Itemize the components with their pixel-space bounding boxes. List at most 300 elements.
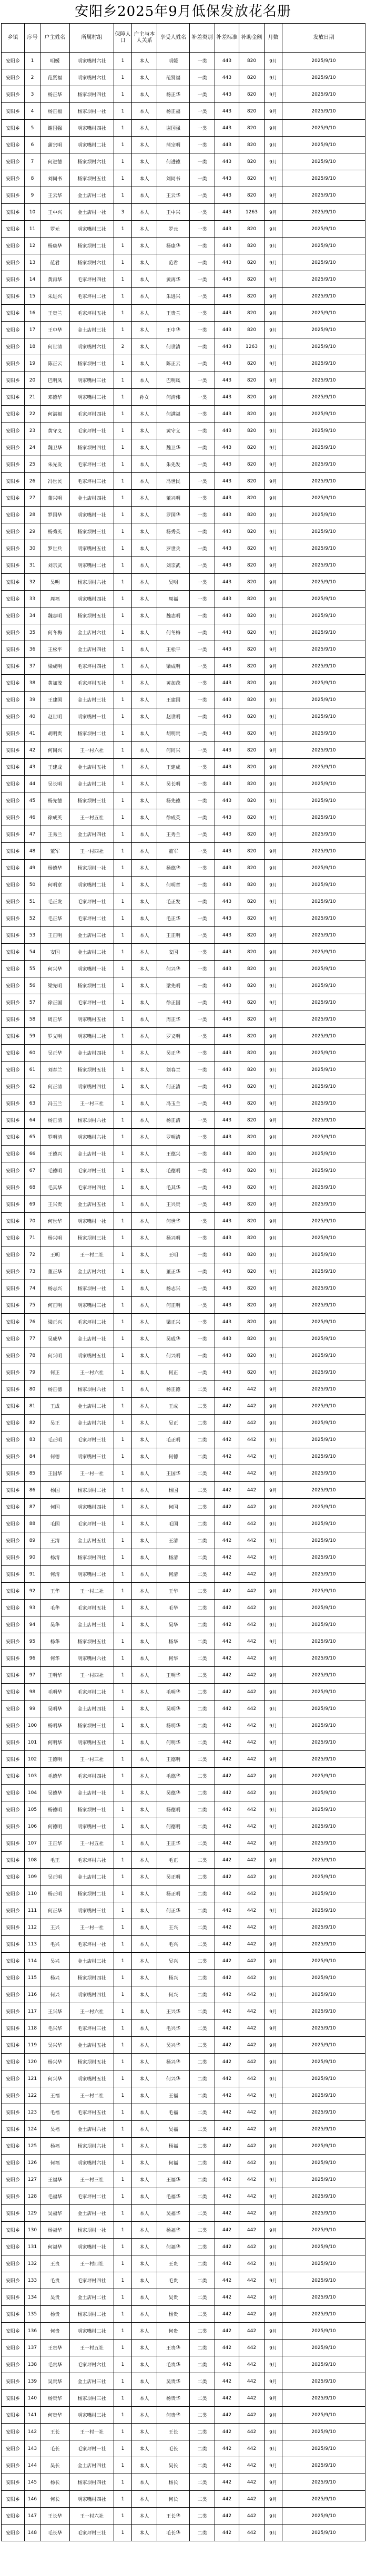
table-cell: 本人 bbox=[132, 675, 157, 692]
table-cell: 吴正 bbox=[157, 1415, 190, 1431]
table-cell: 王秀兰 bbox=[157, 826, 190, 843]
table-cell: 毛家坪村四社 bbox=[70, 1768, 114, 1785]
table-cell: 75 bbox=[25, 1297, 40, 1314]
table-cell: 2025/9/10 bbox=[282, 977, 365, 994]
table-cell: 王建国 bbox=[40, 692, 70, 708]
table-cell: 二类 bbox=[190, 2491, 215, 2508]
table-cell: 杨福华 bbox=[40, 2222, 70, 2239]
table-cell: 820 bbox=[239, 523, 265, 540]
table-cell: 杨志兴 bbox=[40, 1280, 70, 1297]
table-cell: 2025/9/10 bbox=[282, 1516, 365, 1532]
table-cell: 9月 bbox=[265, 1095, 282, 1112]
table-cell: 443 bbox=[215, 843, 239, 860]
table-cell: 二类 bbox=[190, 2390, 215, 2407]
table-cell: 2025/9/10 bbox=[282, 153, 365, 170]
table-cell: 本人 bbox=[132, 776, 157, 792]
table-cell: 本人 bbox=[132, 1230, 157, 1246]
table-cell: 罗明清 bbox=[40, 1129, 70, 1146]
table-cell: 吴明 bbox=[40, 574, 70, 591]
table-cell: 吴正华 bbox=[40, 1045, 70, 1062]
table-cell: 443 bbox=[215, 927, 239, 944]
table-cell: 820 bbox=[239, 591, 265, 607]
table-cell: 安阳乡 bbox=[2, 1801, 25, 1818]
table-row bbox=[2, 658, 365, 675]
table-cell: 820 bbox=[239, 490, 265, 507]
table-cell: 1 bbox=[114, 944, 132, 961]
table-cell: 9月 bbox=[265, 153, 282, 170]
table-cell: 吴德华 bbox=[157, 1785, 190, 1801]
table-cell: 443 bbox=[215, 607, 239, 624]
table-cell: 杨家坝村二社 bbox=[70, 238, 114, 254]
table-cell: 本人 bbox=[132, 439, 157, 456]
table-cell: 2025/9/10 bbox=[282, 2104, 365, 2121]
table-row bbox=[2, 1650, 365, 1667]
table-cell: 820 bbox=[239, 153, 265, 170]
table-cell: 魏卫华 bbox=[40, 439, 70, 456]
table-row bbox=[2, 1179, 365, 1196]
table-cell: 1 bbox=[114, 776, 132, 792]
table-cell: 9月 bbox=[265, 540, 282, 557]
table-cell: 2025/9/10 bbox=[282, 1953, 365, 1970]
table-cell: 安阳乡 bbox=[2, 759, 25, 776]
table-row bbox=[2, 1549, 365, 1566]
table-cell: 9月 bbox=[265, 1566, 282, 1583]
table-cell: 王一村一社 bbox=[70, 1919, 114, 1936]
table-cell: 2025/9/10 bbox=[282, 759, 365, 776]
table-cell: 2025/9/10 bbox=[282, 2037, 365, 2054]
table-cell: 1 bbox=[114, 1852, 132, 1869]
table-cell: 一类 bbox=[190, 977, 215, 994]
table-cell: 9月 bbox=[265, 1633, 282, 1650]
table-cell: 本人 bbox=[132, 860, 157, 877]
table-cell: 1 bbox=[114, 1902, 132, 1919]
table-cell: 1 bbox=[114, 305, 132, 322]
table-cell: 2025/9/10 bbox=[282, 86, 365, 103]
table-cell: 本人 bbox=[132, 2255, 157, 2272]
table-row bbox=[2, 2474, 365, 2491]
table-cell: 2025/9/10 bbox=[282, 725, 365, 742]
table-cell: 杨家坝村五社 bbox=[70, 1633, 114, 1650]
table-cell: 2025/9/10 bbox=[282, 1751, 365, 1768]
table-row bbox=[2, 1734, 365, 1751]
table-cell: 42 bbox=[25, 742, 40, 759]
table-cell: 一类 bbox=[190, 624, 215, 641]
table-cell: 朱进兴 bbox=[40, 288, 70, 305]
table-cell: 1 bbox=[114, 1885, 132, 1902]
table-cell: 一类 bbox=[190, 860, 215, 877]
table-row bbox=[2, 1045, 365, 1062]
table-cell: 1 bbox=[114, 1499, 132, 1516]
table-cell: 一类 bbox=[190, 1078, 215, 1095]
table-cell: 金土店村二社 bbox=[70, 776, 114, 792]
column-header: 补助金额 bbox=[239, 24, 265, 53]
table-cell: 毛正明 bbox=[157, 1431, 190, 1448]
table-cell: 9月 bbox=[265, 792, 282, 809]
table-cell: 何正 bbox=[40, 1364, 70, 1381]
table-cell: 梁成明 bbox=[157, 658, 190, 675]
table-cell: 81 bbox=[25, 1398, 40, 1415]
table-cell: 本人 bbox=[132, 53, 157, 69]
table-cell: 2025/9/10 bbox=[282, 1852, 365, 1869]
table-cell: 2025/9/10 bbox=[282, 1684, 365, 1701]
table-cell: 443 bbox=[215, 1146, 239, 1162]
table-cell: 442 bbox=[239, 1431, 265, 1448]
table-cell: 1 bbox=[114, 843, 132, 860]
table-cell: 2025/9/10 bbox=[282, 1633, 365, 1650]
table-cell: 85 bbox=[25, 1465, 40, 1482]
table-cell: 32 bbox=[25, 574, 40, 591]
table-cell: 29 bbox=[25, 523, 40, 540]
table-cell: 1 bbox=[114, 1583, 132, 1600]
table-cell: 1 bbox=[114, 1028, 132, 1045]
table-row bbox=[2, 1280, 365, 1297]
table-cell: 820 bbox=[239, 1230, 265, 1246]
table-cell: 安阳乡 bbox=[2, 742, 25, 759]
table-cell: 一类 bbox=[190, 776, 215, 792]
table-cell: 51 bbox=[25, 893, 40, 910]
table-cell: 2025/9/10 bbox=[282, 1616, 365, 1633]
table-cell: 毛家坪村三社 bbox=[70, 473, 114, 490]
table-cell: 1 bbox=[114, 2239, 132, 2255]
table-row bbox=[2, 1448, 365, 1465]
table-cell: 443 bbox=[215, 439, 239, 456]
table-cell: 金土店村六社 bbox=[70, 1263, 114, 1280]
table-cell: 443 bbox=[215, 574, 239, 591]
table-cell: 二类 bbox=[190, 2340, 215, 2356]
table-cell: 442 bbox=[239, 2491, 265, 2508]
table-row bbox=[2, 423, 365, 439]
table-cell: 442 bbox=[215, 2457, 239, 2474]
table-cell: 安阳乡 bbox=[2, 490, 25, 507]
table-cell: 谢国强 bbox=[40, 120, 70, 137]
table-cell: 820 bbox=[239, 1246, 265, 1263]
table-cell: 吴华 bbox=[40, 1616, 70, 1633]
table-cell: 2025/9/10 bbox=[282, 2457, 365, 2474]
table-cell: 二类 bbox=[190, 1869, 215, 1885]
column-header: 户主姓名 bbox=[40, 24, 70, 53]
table-cell: 刘同书 bbox=[157, 170, 190, 187]
table-cell: 9月 bbox=[265, 1398, 282, 1415]
table-cell: 442 bbox=[239, 1818, 265, 1835]
table-cell: 1 bbox=[114, 607, 132, 624]
table-cell: 442 bbox=[215, 1751, 239, 1768]
table-cell: 一类 bbox=[190, 137, 215, 153]
table-cell: 安阳乡 bbox=[2, 2407, 25, 2424]
table-cell: 吴明华 bbox=[40, 1701, 70, 1717]
table-cell: 王兴贵 bbox=[157, 1196, 190, 1213]
table-cell: 二类 bbox=[190, 2474, 215, 2491]
table-cell: 31 bbox=[25, 557, 40, 574]
table-cell: 820 bbox=[239, 1364, 265, 1381]
table-cell: 9月 bbox=[265, 170, 282, 187]
table-cell: 442 bbox=[215, 1970, 239, 1986]
table-cell: 442 bbox=[239, 1785, 265, 1801]
table-cell: 9月 bbox=[265, 473, 282, 490]
table-cell: 本人 bbox=[132, 1398, 157, 1415]
table-cell: 王建国 bbox=[157, 692, 190, 708]
table-cell: 1 bbox=[114, 2289, 132, 2306]
table-row bbox=[2, 1364, 365, 1381]
table-cell: 安阳乡 bbox=[2, 574, 25, 591]
table-cell: 毛家坪村一社 bbox=[70, 994, 114, 1011]
table-cell: 金土店村四社 bbox=[70, 641, 114, 658]
table-cell: 一类 bbox=[190, 1196, 215, 1213]
table-cell: 本人 bbox=[132, 271, 157, 288]
table-cell: 毛国 bbox=[157, 1516, 190, 1532]
table-cell: 121 bbox=[25, 2070, 40, 2087]
table-cell: 一类 bbox=[190, 961, 215, 977]
table-cell: 2025/9/10 bbox=[282, 1364, 365, 1381]
table-cell: 安阳乡 bbox=[2, 187, 25, 204]
table-cell: 一类 bbox=[190, 439, 215, 456]
table-cell: 9月 bbox=[265, 120, 282, 137]
table-cell: 1 bbox=[114, 271, 132, 288]
table-cell: 9月 bbox=[265, 439, 282, 456]
table-cell: 本人 bbox=[132, 2508, 157, 2525]
table-cell: 罗国华 bbox=[157, 507, 190, 523]
table-cell: 2025/9/10 bbox=[282, 1062, 365, 1078]
table-cell: 19 bbox=[25, 355, 40, 372]
table-cell: 二类 bbox=[190, 2508, 215, 2525]
table-cell: 820 bbox=[239, 826, 265, 843]
table-cell: 442 bbox=[215, 2121, 239, 2138]
table-cell: 21 bbox=[25, 389, 40, 406]
table-cell: 2025/9/10 bbox=[282, 540, 365, 557]
table-cell: 何兴华 bbox=[40, 2070, 70, 2087]
table-cell: 1 bbox=[114, 1785, 132, 1801]
table-cell: 2025/9/10 bbox=[282, 1667, 365, 1684]
table-cell: 明家嘴村六社 bbox=[70, 69, 114, 86]
table-cell: 61 bbox=[25, 1062, 40, 1078]
table-row bbox=[2, 1011, 365, 1028]
table-cell: 安阳乡 bbox=[2, 1768, 25, 1785]
table-cell: 明家嘴村五社 bbox=[70, 2070, 114, 2087]
table-cell: 9月 bbox=[265, 994, 282, 1011]
table-cell: 9月 bbox=[265, 1835, 282, 1852]
table-cell: 1 bbox=[114, 2407, 132, 2424]
table-cell: 何清 bbox=[40, 1566, 70, 1583]
table-cell: 2025/9/10 bbox=[282, 1583, 365, 1600]
table-cell: 何兴华 bbox=[40, 961, 70, 977]
table-cell: 何正明 bbox=[157, 1297, 190, 1314]
table-cell: 王一村二社 bbox=[70, 1583, 114, 1600]
table-cell: 安阳乡 bbox=[2, 1045, 25, 1062]
table-cell: 安阳乡 bbox=[2, 2037, 25, 2054]
table-cell: 何明章 bbox=[40, 877, 70, 893]
table-cell: 二类 bbox=[190, 2003, 215, 2020]
table-cell: 何兴华 bbox=[157, 2070, 190, 2087]
table-cell: 442 bbox=[215, 1919, 239, 1936]
table-cell: 杨家坝村三社 bbox=[70, 523, 114, 540]
table-cell: 820 bbox=[239, 944, 265, 961]
table-cell: 9月 bbox=[265, 708, 282, 725]
table-cell: 1 bbox=[114, 2188, 132, 2205]
table-cell: 2025/9/10 bbox=[282, 69, 365, 86]
table-cell: 杨兴 bbox=[157, 1970, 190, 1986]
table-cell: 2025/9/10 bbox=[282, 1095, 365, 1112]
table-cell: 二类 bbox=[190, 1583, 215, 1600]
table-cell: 王一村六社 bbox=[70, 2508, 114, 2525]
table-cell: 安阳乡 bbox=[2, 1162, 25, 1179]
table-cell: 2025/9/10 bbox=[282, 1701, 365, 1717]
table-cell: 王长 bbox=[157, 2424, 190, 2440]
table-cell: 9月 bbox=[265, 2323, 282, 2340]
table-cell: 二类 bbox=[190, 1751, 215, 1768]
table-cell: 二类 bbox=[190, 1801, 215, 1818]
table-cell: 1 bbox=[114, 1415, 132, 1431]
table-cell: 9月 bbox=[265, 2037, 282, 2054]
table-cell: 本人 bbox=[132, 1616, 157, 1633]
table-cell: 1 bbox=[114, 254, 132, 271]
table-cell: 108 bbox=[25, 1852, 40, 1869]
table-cell: 1 bbox=[114, 1314, 132, 1331]
table-cell: 安阳乡 bbox=[2, 1398, 25, 1415]
table-cell: 范贤福 bbox=[40, 69, 70, 86]
table-cell: 9月 bbox=[265, 456, 282, 473]
table-cell: 2025/9/10 bbox=[282, 254, 365, 271]
table-cell: 明家嘴村一社 bbox=[70, 961, 114, 977]
table-cell: 443 bbox=[215, 977, 239, 994]
table-cell: 35 bbox=[25, 624, 40, 641]
table-cell: 毛正 bbox=[157, 1852, 190, 1869]
column-header: 户主与本人关系 bbox=[132, 24, 157, 53]
table-cell: 442 bbox=[239, 1835, 265, 1852]
table-cell: 1 bbox=[114, 1482, 132, 1499]
table-row bbox=[2, 1213, 365, 1230]
table-cell: 明家嘴村四社 bbox=[70, 120, 114, 137]
table-cell: 罗世兵 bbox=[40, 540, 70, 557]
table-cell: 金土店村二社 bbox=[70, 187, 114, 204]
table-cell: 443 bbox=[215, 103, 239, 120]
table-cell: 9月 bbox=[265, 2222, 282, 2239]
table-cell: 安阳乡 bbox=[2, 792, 25, 809]
table-cell: 1 bbox=[114, 1347, 132, 1364]
table-cell: 杨贵华 bbox=[157, 2390, 190, 2407]
table-cell: 毛兴 bbox=[40, 1936, 70, 1953]
table-cell: 9月 bbox=[265, 742, 282, 759]
table-row bbox=[2, 2070, 365, 2087]
table-cell: 443 bbox=[215, 624, 239, 641]
table-cell: 130 bbox=[25, 2222, 40, 2239]
table-cell: 1 bbox=[114, 2424, 132, 2440]
table-cell: 王国华 bbox=[157, 1465, 190, 1482]
table-cell: 本人 bbox=[132, 372, 157, 389]
table-cell: 9月 bbox=[265, 1902, 282, 1919]
table-cell: 安阳乡 bbox=[2, 1179, 25, 1196]
table-cell: 1 bbox=[114, 2356, 132, 2373]
table-cell: 9月 bbox=[265, 2491, 282, 2508]
table-cell: 1 bbox=[114, 2491, 132, 2508]
table-cell: 吴成华 bbox=[40, 1331, 70, 1347]
table-cell: 安阳乡 bbox=[2, 994, 25, 1011]
table-cell: 王松平 bbox=[40, 641, 70, 658]
table-cell: 王贵华 bbox=[157, 2340, 190, 2356]
table-cell: 443 bbox=[215, 1246, 239, 1263]
table-cell: 1 bbox=[114, 2171, 132, 2188]
table-cell: 吴兴 bbox=[40, 1953, 70, 1970]
table-cell: 一类 bbox=[190, 187, 215, 204]
table-cell: 安阳乡 bbox=[2, 1213, 25, 1230]
table-cell: 本人 bbox=[132, 1045, 157, 1062]
table-cell: 820 bbox=[239, 1129, 265, 1146]
table-cell: 安阳乡 bbox=[2, 1869, 25, 1885]
table-cell: 2025/9/10 bbox=[282, 2255, 365, 2272]
table-row bbox=[2, 406, 365, 423]
table-cell: 443 bbox=[215, 254, 239, 271]
table-cell: 1 bbox=[114, 994, 132, 1011]
table-cell: 王明华 bbox=[40, 1667, 70, 1684]
table-cell: 二类 bbox=[190, 2440, 215, 2457]
table-row bbox=[2, 708, 365, 725]
table-cell: 9月 bbox=[265, 1045, 282, 1062]
table-cell: 一类 bbox=[190, 372, 215, 389]
table-cell: 443 bbox=[215, 204, 239, 221]
table-cell: 一类 bbox=[190, 1280, 215, 1297]
table-cell: 1 bbox=[114, 675, 132, 692]
table-cell: 9 bbox=[25, 187, 40, 204]
table-cell: 820 bbox=[239, 372, 265, 389]
table-cell: 毛正 bbox=[40, 1852, 70, 1869]
table-cell: 金土店村四社 bbox=[70, 2457, 114, 2474]
table-cell: 442 bbox=[215, 1499, 239, 1516]
table-cell: 820 bbox=[239, 507, 265, 523]
table-cell: 一类 bbox=[190, 591, 215, 607]
table-cell: 9月 bbox=[265, 574, 282, 591]
table-cell: 本人 bbox=[132, 1953, 157, 1970]
table-cell: 二类 bbox=[190, 2070, 215, 2087]
table-cell: 9月 bbox=[265, 1801, 282, 1818]
table-cell: 杨家坝村二社 bbox=[70, 1482, 114, 1499]
table-cell: 一类 bbox=[190, 103, 215, 120]
table-cell: 安阳乡 bbox=[2, 406, 25, 423]
table-cell: 本人 bbox=[132, 2070, 157, 2087]
table-cell: 吴明 bbox=[157, 574, 190, 591]
table-cell: 820 bbox=[239, 624, 265, 641]
table-cell: 本人 bbox=[132, 1062, 157, 1078]
table-cell: 安阳乡 bbox=[2, 927, 25, 944]
table-cell: 本人 bbox=[132, 1146, 157, 1162]
table-cell: 9月 bbox=[265, 1297, 282, 1314]
table-cell: 吴福 bbox=[40, 2121, 70, 2138]
table-cell: 安阳乡 bbox=[2, 2171, 25, 2188]
table-cell: 毛德华 bbox=[40, 1768, 70, 1785]
table-cell: 443 bbox=[215, 1364, 239, 1381]
table-cell: 明家嘴村三社 bbox=[70, 389, 114, 406]
table-cell: 1 bbox=[114, 910, 132, 927]
table-cell: 145 bbox=[25, 2474, 40, 2491]
table-cell: 本人 bbox=[132, 2525, 157, 2541]
table-cell: 杨家坝村二社 bbox=[70, 1885, 114, 1902]
table-row bbox=[2, 877, 365, 893]
table-cell: 443 bbox=[215, 1196, 239, 1213]
table-cell: 一类 bbox=[190, 153, 215, 170]
table-cell: 442 bbox=[239, 1583, 265, 1600]
table-cell: 本人 bbox=[132, 2356, 157, 2373]
table-cell: 9月 bbox=[265, 1549, 282, 1566]
table-cell: 本人 bbox=[132, 153, 157, 170]
table-cell: 2025/9/10 bbox=[282, 2440, 365, 2457]
table-cell: 王一村三社 bbox=[70, 2171, 114, 2188]
table-cell: 安阳乡 bbox=[2, 977, 25, 994]
table-cell: 王长华 bbox=[40, 2508, 70, 2525]
table-cell: 442 bbox=[239, 2054, 265, 2070]
table-row bbox=[2, 1532, 365, 1549]
table-cell: 王德明 bbox=[40, 1751, 70, 1768]
table-row bbox=[2, 1936, 365, 1953]
table-cell: 安阳乡 bbox=[2, 456, 25, 473]
table-cell: 明家嘴村五社 bbox=[70, 1347, 114, 1364]
table-cell: 443 bbox=[215, 1078, 239, 1095]
